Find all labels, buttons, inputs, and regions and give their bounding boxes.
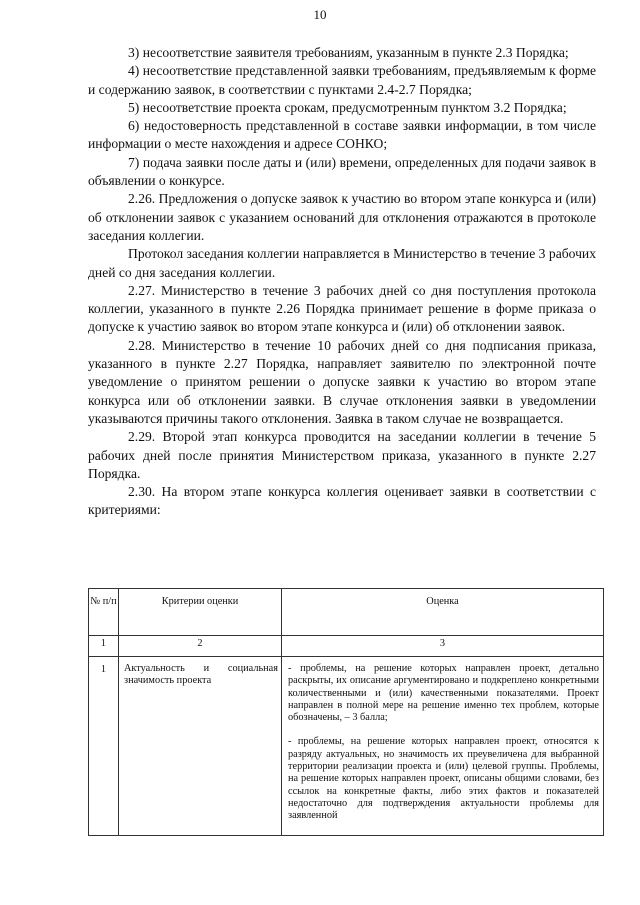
row-scores <box>282 657 604 836</box>
paragraph-item-6: 6) недостоверность представленной в составе заявки информации, в том числе информации о месте нахождения и адресе СОНКО; <box>88 118 596 152</box>
paragraph-2-27: 2.27. Министерство в течение 3 рабочих дней со дня поступления протокола коллегии, указанного в пункте 2.26 Порядка принимает решение в форме приказа о допуске к участию заявок во втором этапе конкурса и (или) об отклонении заявок. <box>88 282 596 335</box>
paragraph-2-30: 2.30. На втором этапе конкурса коллегия оценивает заявки в соответствии с критериями: <box>88 484 596 518</box>
criteria-table <box>88 588 604 836</box>
table-row <box>89 657 604 836</box>
page-number: 10 <box>313 7 327 22</box>
paragraph-protocol: Протокол заседания коллегии направляется в Министерство в течение 3 рабочих дней со дня заседания коллегии. <box>88 246 596 280</box>
paragraph-item-7: 7) подача заявки после даты и (или) времени, определенных для подачи заявок в объявлении о конкурсе. <box>88 154 596 189</box>
paragraph-2-29: 2.29. Второй этап конкурса проводится на заседании коллегии в течение 5 рабочих дней после принятия Министерством приказа, указанного в пункте 2.27 Порядка. <box>88 429 596 481</box>
paragraph-item-3: 3) несоответствие заявителя требованиям, указанным в пункте 2.3 Порядка; <box>128 45 569 60</box>
header-criteria: Критерии оценки <box>119 589 282 636</box>
score-item: - проблемы, на решение которых направлен проект, относятся к разряду актуальных, но значимость их преувеличена для выбранной территории реализации проекта и (или) целевой группы. Проблемы, на решение которых направлен проект, описаны общими словами, без ссылок на конкретные факты, либо этих фактов и показателей недостаточно для подтверждения актуальности проблемы для заявленной <box>288 736 599 822</box>
table-index-row <box>89 636 604 657</box>
row-num: 1 <box>89 657 119 836</box>
index-cell: 2 <box>119 636 282 657</box>
document-body <box>88 44 596 520</box>
paragraph-item-4: 4) несоответствие представленной заявки требованиям, предъявляемым к форме и содержанию заявок, в соответствии с пунктами 2.4-2.7 Порядка; <box>88 63 596 97</box>
index-cell: 3 <box>282 636 604 657</box>
paragraph-2-26: 2.26. Предложения о допуске заявок к участию во втором этапе конкурса и (или) об отклонении заявок с указанием оснований для отклонения отражаются в протоколе заседания коллегии. <box>88 191 596 243</box>
score-item: - проблемы, на решение которых направлен проект, детально раскрыты, их описание аргументировано и подкреплено конкретными количественными и (или) качественными показателями. Проект направлен в полной мере на решение именно тех проблем, которые обозначены, – 3 балла; <box>288 663 599 724</box>
paragraph-2-28: 2.28. Министерство в течение 10 рабочих дней со дня подписания приказа, указанного в пункте 2.27 Порядка, направляет заявителю по электронной почте уведомление о принятом решении о допуске заявки к участию во втором этапе конкурса или об отклонении заявки. В случае отклонения заявки в уведомлении указываются причины такого отклонения. Заявка в таком случае не возвращается. <box>88 337 596 426</box>
index-cell: 1 <box>89 636 119 657</box>
header-num: № п/п <box>89 589 119 636</box>
header-score: Оценка <box>282 589 604 636</box>
paragraph-item-5: 5) несоответствие проекта срокам, предусмотренным пунктом 3.2 Порядка; <box>128 99 567 115</box>
table-header-row <box>89 589 604 636</box>
row-criteria: Актуальность и социальная значимость проекта <box>119 657 282 836</box>
